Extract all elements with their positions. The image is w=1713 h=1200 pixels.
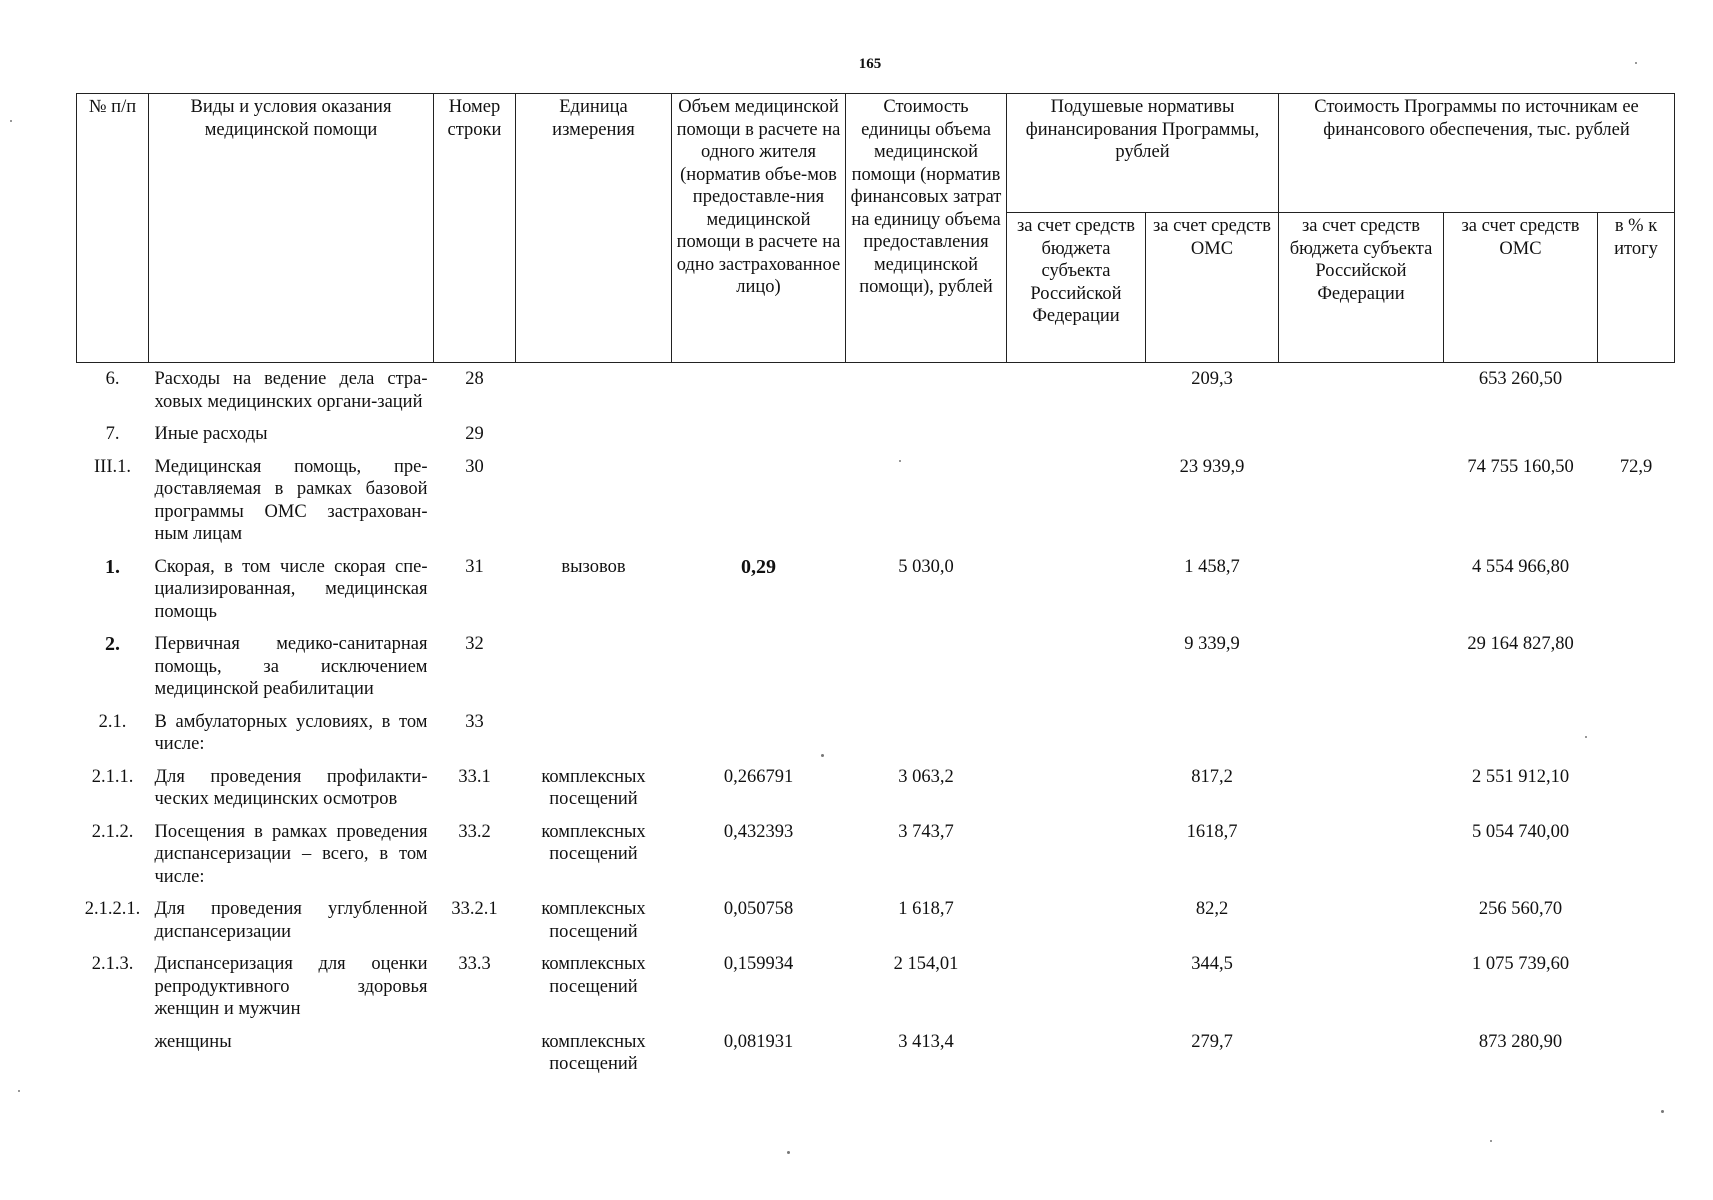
per-capita-oms-cell: 82,2 <box>1195 899 1229 919</box>
program-oms-cell: 74 755 160,50 <box>1467 456 1574 477</box>
header-cost: Стоимость единицы объема медицинской помощи (норматив финансовых затрат на единицу объема предоставления медицинской помощи), рублей <box>846 94 1007 363</box>
care-type-cell: В амбулаторных условиях, в том числе: <box>154 711 428 754</box>
per-capita-oms-cell: 344,5 <box>1191 954 1233 974</box>
volume-per-person-cell: 0,266791 <box>723 766 794 787</box>
header-row: Номер строки <box>434 94 516 363</box>
unit-cost-cell <box>846 451 1007 551</box>
table-row <box>77 948 1675 1026</box>
program-budget-cell <box>1279 1026 1444 1081</box>
care-type-cell: Иные расходы <box>154 424 268 444</box>
unit-of-measure-cell: вызовов <box>561 556 626 577</box>
program-budget-cell <box>1279 761 1444 816</box>
care-type-cell: Скорая, в том числе скорая спе-циализированная, медицинская помощь <box>154 556 428 622</box>
program-oms-cell <box>1444 706 1598 761</box>
unit-of-measure-cell: комплексных посещений <box>541 899 646 942</box>
care-type-cell: Посещения в рамках проведения диспансеризации – всего, в том числе: <box>154 821 428 887</box>
program-oms-cell: 1 075 739,60 <box>1471 954 1570 974</box>
unit-of-measure-cell: комплексных посещений <box>541 954 646 997</box>
row-number-cell: 2.1.3. <box>91 954 134 974</box>
per-capita-oms-cell: 817,2 <box>1191 766 1233 787</box>
page-number: 165 <box>858 56 882 72</box>
table-row <box>77 451 1675 551</box>
line-number-cell: 32 <box>465 634 484 654</box>
unit-of-measure-cell: комплексных посещений <box>541 821 646 864</box>
row-number-cell: 2.1.2.1. <box>84 899 141 919</box>
per-capita-oms-cell: 9 339,9 <box>1184 634 1240 654</box>
unit-of-measure-cell <box>516 418 672 451</box>
table-row <box>77 363 1675 419</box>
per-capita-budget-cell <box>1007 451 1146 551</box>
per-capita-budget-cell <box>1007 948 1146 1026</box>
unit-of-measure-cell: комплексных посещений <box>541 1031 646 1074</box>
per-capita-budget-cell <box>1007 761 1146 816</box>
per-capita-budget-cell <box>1007 628 1146 706</box>
row-number-cell: III.1. <box>94 456 131 477</box>
row-number-cell: 7. <box>105 424 120 444</box>
table-header <box>77 94 1675 363</box>
program-pct-cell <box>1598 628 1675 706</box>
program-budget-cell <box>1279 628 1444 706</box>
header-num: № п/п <box>77 94 149 363</box>
row-number-cell: 6. <box>105 369 120 389</box>
line-number-cell: 30 <box>465 456 484 477</box>
program-budget-cell <box>1279 418 1444 451</box>
per-capita-oms-cell <box>1146 706 1279 761</box>
table-row <box>77 706 1675 761</box>
volume-per-person-cell <box>672 363 846 419</box>
care-type-cell: Для проведения профилакти-ческих медицинских осмотров <box>154 766 428 809</box>
program-pct-cell <box>1598 816 1675 894</box>
header-program-budget: за счет средств бюджета субъекта Российской Федерации <box>1279 213 1444 363</box>
row-number-cell: 2.1.2. <box>91 821 134 842</box>
volume-per-person-cell: 0,050758 <box>723 899 794 919</box>
care-type-cell: Диспансеризация для оценки репродуктивного здоровья женщин и мужчин <box>154 954 428 1019</box>
per-capita-budget-cell <box>1007 706 1146 761</box>
header-program-cost: Стоимость Программы по источникам ее финансового обеспечения, тыс. рублей <box>1279 94 1675 213</box>
unit-cost-cell: 3 413,4 <box>898 1031 954 1052</box>
header-type: Виды и условия оказания медицинской помощи <box>149 94 434 363</box>
program-oms-cell: 2 551 912,10 <box>1471 766 1570 787</box>
unit-cost-cell: 5 030,0 <box>898 556 954 577</box>
per-capita-budget-cell <box>1007 418 1146 451</box>
care-type-cell: Первичная медико-санитарная помощь, за исключением медицинской реабилитации <box>154 634 428 699</box>
care-type-cell: Расходы на ведение дела стра-ховых медицинских органи-заций <box>154 369 428 412</box>
table-row <box>77 628 1675 706</box>
volume-per-person-cell: 0,081931 <box>723 1031 794 1052</box>
unit-cost-cell <box>846 706 1007 761</box>
table-row <box>77 1026 1675 1081</box>
volume-per-person-cell: 0,159934 <box>723 954 794 974</box>
header-per-capita: Подушевые нормативы финансирования Программы, рублей <box>1007 94 1279 213</box>
per-capita-budget-cell <box>1007 363 1146 419</box>
per-capita-oms-cell: 1618,7 <box>1186 821 1238 842</box>
header-program-oms: за счет средств ОМС <box>1444 213 1598 363</box>
program-cost-table <box>76 93 1675 1081</box>
row-number-cell: 1. <box>105 555 120 578</box>
unit-cost-cell <box>846 628 1007 706</box>
unit-cost-cell: 1 618,7 <box>898 899 954 919</box>
line-number-cell <box>434 1026 516 1081</box>
line-number-cell: 29 <box>465 424 484 444</box>
program-pct-cell <box>1598 418 1675 451</box>
unit-of-measure-cell <box>516 451 672 551</box>
volume-per-person-cell: 0,432393 <box>723 821 794 842</box>
unit-of-measure-cell <box>516 628 672 706</box>
unit-cost-cell: 3 743,7 <box>898 821 954 842</box>
row-number-cell <box>77 1026 149 1081</box>
program-oms-cell <box>1444 418 1598 451</box>
program-budget-cell <box>1279 706 1444 761</box>
line-number-cell: 33 <box>465 711 484 732</box>
header-per-capita-oms: за счет средств ОМС <box>1146 213 1279 363</box>
volume-per-person-cell <box>672 418 846 451</box>
unit-cost-cell: 3 063,2 <box>898 766 954 787</box>
program-oms-cell: 29 164 827,80 <box>1467 634 1574 654</box>
line-number-cell: 31 <box>465 556 484 577</box>
header-per-capita-budget: за счет средств бюджета субъекта Российской Федерации <box>1007 213 1146 363</box>
line-number-cell: 33.2.1 <box>451 899 498 919</box>
unit-of-measure-cell <box>516 706 672 761</box>
table-row <box>77 761 1675 816</box>
table-row <box>77 418 1675 451</box>
program-oms-cell: 873 280,90 <box>1478 1031 1563 1052</box>
per-capita-budget-cell <box>1007 551 1146 629</box>
program-pct-cell: 72,9 <box>1619 456 1653 477</box>
care-type-cell: Для проведения углубленной диспансеризации <box>154 899 428 942</box>
unit-cost-cell: 2 154,01 <box>893 954 959 974</box>
volume-per-person-cell <box>672 706 846 761</box>
row-number-cell: 2.1.1. <box>91 766 134 787</box>
program-oms-cell: 4 554 966,80 <box>1471 556 1570 577</box>
per-capita-budget-cell <box>1007 893 1146 948</box>
line-number-cell: 33.1 <box>458 766 491 787</box>
program-budget-cell <box>1279 451 1444 551</box>
per-capita-budget-cell <box>1007 816 1146 894</box>
program-pct-cell <box>1598 761 1675 816</box>
header-volume: Объем медицинской помощи в расчете на одного жителя (норматив объе-мов предоставле-ния медицинской помощи в расчете на одно застрахованное лицо) <box>672 94 846 363</box>
per-capita-oms-cell <box>1146 418 1279 451</box>
unit-cost-cell <box>846 418 1007 451</box>
program-budget-cell <box>1279 816 1444 894</box>
volume-per-person-cell <box>672 451 846 551</box>
row-number-cell: 2.1. <box>98 711 127 732</box>
per-capita-budget-cell <box>1007 1026 1146 1081</box>
row-number-cell: 2. <box>105 633 120 655</box>
unit-cost-cell <box>846 363 1007 419</box>
line-number-cell: 33.2 <box>458 821 491 842</box>
table-row <box>77 551 1675 629</box>
per-capita-oms-cell: 209,3 <box>1191 369 1233 389</box>
volume-per-person-cell: 0,29 <box>741 555 776 578</box>
program-budget-cell <box>1279 551 1444 629</box>
header-unit: Единица измерения <box>516 94 672 363</box>
unit-of-measure-cell: комплексных посещений <box>541 766 646 809</box>
header-program-pct: в % к итогу <box>1598 213 1675 363</box>
program-pct-cell <box>1598 948 1675 1026</box>
care-type-cell: Медицинская помощь, пре-доставляемая в рамках базовой программы ОМС застрахован-ным лицам <box>154 456 428 544</box>
program-pct-cell <box>1598 363 1675 419</box>
line-number-cell: 28 <box>465 369 484 389</box>
per-capita-oms-cell: 1 458,7 <box>1184 556 1240 577</box>
program-pct-cell <box>1598 1026 1675 1081</box>
program-oms-cell: 653 260,50 <box>1478 369 1563 389</box>
volume-per-person-cell <box>672 628 846 706</box>
program-oms-cell: 256 560,70 <box>1478 899 1563 919</box>
program-budget-cell <box>1279 363 1444 419</box>
program-pct-cell <box>1598 551 1675 629</box>
care-type-cell: женщины <box>154 1031 232 1052</box>
program-budget-cell <box>1279 893 1444 948</box>
program-pct-cell <box>1598 893 1675 948</box>
line-number-cell: 33.3 <box>458 954 491 974</box>
unit-of-measure-cell <box>516 363 672 419</box>
table-body <box>77 363 1675 1081</box>
per-capita-oms-cell: 23 939,9 <box>1179 456 1245 477</box>
table-row <box>77 893 1675 948</box>
program-oms-cell: 5 054 740,00 <box>1471 821 1570 842</box>
per-capita-oms-cell: 279,7 <box>1191 1031 1233 1052</box>
table-row <box>77 816 1675 894</box>
program-budget-cell <box>1279 948 1444 1026</box>
program-pct-cell <box>1598 706 1675 761</box>
